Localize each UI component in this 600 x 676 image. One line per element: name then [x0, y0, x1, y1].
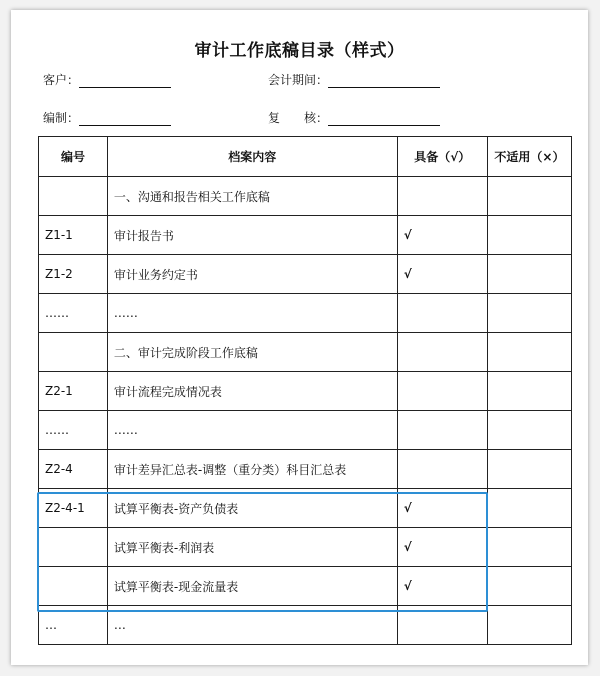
- cell-code: [39, 333, 108, 372]
- reviewer-blank-line: [328, 111, 440, 126]
- cell-code: Z2-4-1: [39, 489, 108, 528]
- cell-code: ……: [39, 294, 108, 333]
- cell-na: [487, 567, 571, 606]
- table-row: [39, 489, 572, 528]
- cell-na: [487, 177, 571, 216]
- cell-na: [487, 216, 571, 255]
- client-field: [43, 71, 171, 88]
- cell-content: 二、审计完成阶段工作底稿: [107, 333, 397, 372]
- header-content: 档案内容: [107, 137, 397, 177]
- cell-na: [487, 450, 571, 489]
- table-header-row: [39, 137, 572, 177]
- header-na: 不适用（×）: [487, 137, 571, 177]
- table-row: [39, 372, 572, 411]
- table-row: [39, 606, 572, 645]
- cell-content: 审计流程完成情况表: [107, 372, 397, 411]
- header-code: 编号: [39, 137, 108, 177]
- table-row: [39, 411, 572, 450]
- cell-has: [397, 333, 487, 372]
- table-row: [39, 528, 572, 567]
- catalog-table: [38, 136, 572, 645]
- cell-na: [487, 489, 571, 528]
- period-field: [268, 71, 440, 88]
- cell-has: [397, 294, 487, 333]
- cell-has: [397, 411, 487, 450]
- cell-na: [487, 255, 571, 294]
- cell-has: [397, 606, 487, 645]
- cell-has: √: [397, 489, 487, 528]
- cell-na: [487, 333, 571, 372]
- period-blank-line: [328, 73, 440, 88]
- cell-content: ……: [107, 294, 397, 333]
- cell-has: √: [397, 528, 487, 567]
- cell-code: Z2-1: [39, 372, 108, 411]
- cell-code: Z2-4: [39, 450, 108, 489]
- cell-na: [487, 528, 571, 567]
- cell-has: [397, 372, 487, 411]
- cell-na: [487, 372, 571, 411]
- cell-code: [39, 177, 108, 216]
- cell-code: [39, 567, 108, 606]
- table-row: [39, 216, 572, 255]
- preparer-field: [43, 109, 171, 126]
- header-has: 具备（√）: [397, 137, 487, 177]
- cell-na: [487, 606, 571, 645]
- cell-content: 审计差异汇总表-调整（重分类）科目汇总表: [107, 450, 397, 489]
- table-row: [39, 177, 572, 216]
- cell-content: 审计业务约定书: [107, 255, 397, 294]
- preparer-blank-line: [79, 111, 171, 126]
- reviewer-label: 复 核：: [268, 111, 329, 125]
- cell-has: [397, 450, 487, 489]
- cell-code: [39, 528, 108, 567]
- cell-code: …: [39, 606, 108, 645]
- cell-content: 一、沟通和报告相关工作底稿: [107, 177, 397, 216]
- cell-na: [487, 294, 571, 333]
- cell-code: ……: [39, 411, 108, 450]
- cell-content: ……: [107, 411, 397, 450]
- cell-content: 试算平衡表-现金流量表: [107, 567, 397, 606]
- reviewer-field: [268, 109, 440, 126]
- table-row: [39, 333, 572, 372]
- cell-content: 审计报告书: [107, 216, 397, 255]
- period-label: 会计期间：: [268, 73, 329, 87]
- client-blank-line: [79, 73, 171, 88]
- cell-code: Z1-1: [39, 216, 108, 255]
- cell-has: √: [397, 255, 487, 294]
- cell-code: Z1-2: [39, 255, 108, 294]
- cell-content: …: [107, 606, 397, 645]
- client-label: 客户：: [43, 73, 80, 87]
- cell-has: √: [397, 567, 487, 606]
- table-row: [39, 255, 572, 294]
- table-row: [39, 567, 572, 606]
- cell-has: √: [397, 216, 487, 255]
- cell-has: [397, 177, 487, 216]
- cell-na: [487, 411, 571, 450]
- preparer-label: 编制：: [43, 111, 80, 125]
- cell-content: 试算平衡表-资产负债表: [107, 489, 397, 528]
- document-page: [11, 10, 588, 665]
- table-row: [39, 450, 572, 489]
- cell-content: 试算平衡表-利润表: [107, 528, 397, 567]
- table-row: [39, 294, 572, 333]
- document-title: 审计工作底稿目录（样式）: [194, 41, 405, 61]
